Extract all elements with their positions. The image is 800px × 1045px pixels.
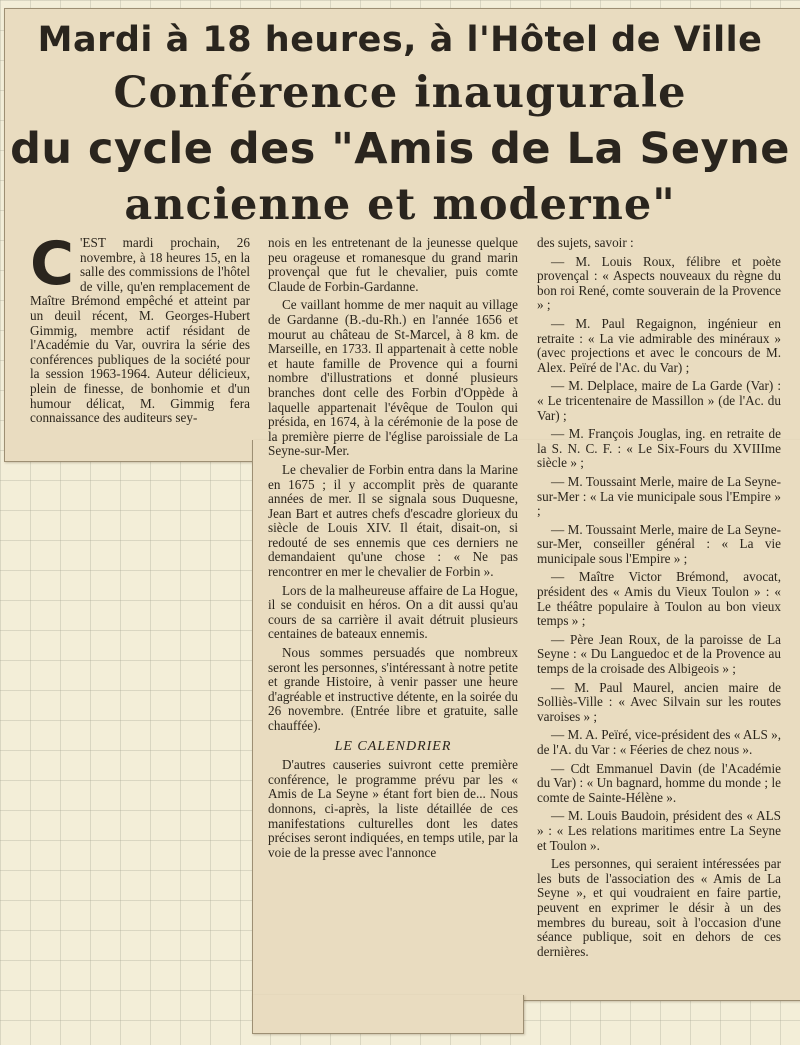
paragraph: Ce vaillant homme de mer naquit au village de Gardanne (B.-du-Rh.) en l'année 1656 et mourut au château de St-Marcel, à 8 km. de Marseille, en 1733. Il appartenait à cette noble et haute famille de Provence qui a fourni nombre d'illustrations et donné plusieurs branches dont celle des Forbin d'Oppède à laquelle appartenait l'évêque de Toulon qui présida, en 1674, à la cérémonie de la pose de la première pierre de l'église paroissiale de La Seyne-sur-Mer. xyxy=(268,297,518,459)
list-item: — Père Jean Roux, de la paroisse de La Seyne : « Du Languedoc et de la Provence au temps de la croisade des Albigeois » ; xyxy=(537,631,781,677)
list-item: — M. Paul Regaignon, ingénieur en retraite : « La vie admirable des minéraux » (avec projections et avec le concours de M. Alex. Peïré de l'Ac. du Var) ; xyxy=(537,315,781,375)
paragraph: des sujets, savoir : xyxy=(537,235,634,250)
list-item: — Maître Victor Brémond, avocat, président des « Amis du Vieux Toulon » : « Le théâtre populaire à Toulon au bon vieux temps » ; xyxy=(537,569,781,629)
list-item: — Cdt Emmanuel Davin (de l'Académie du Var) : « Un bagnard, homme du monde ; le comte de Sainte-Hélène ». xyxy=(537,760,781,805)
list-item: — M. Louis Roux, félibre et poète provençal : « Aspects nouveaux du règne du bon roi René, comte souverain de la Provence » ; xyxy=(537,253,781,313)
paragraph: 'EST mardi prochain, 26 novembre, à 18 heures 15, en la salle des commissions de l'hôtel de ville, qu'en remplacement de Maître Brémond empêché et atteint par un deuil récent, M. Georges-Hubert Gimmig, membre actif résidant de l'Académie du Var, ouvrira la série des conférences publiques de la société pour la session 1963-1964. Auteur délicieux, plein de finesse, de bonhomie et d'un humour délicat, M. Gimmig fera connaissance des auditeurs sey- xyxy=(30,235,250,426)
list-item: — M. Delplace, maire de La Garde (Var) : « Le tricentenaire de Massillon » (de l'Ac. du Var) ; xyxy=(537,378,781,423)
paragraph: Lors de la malheureuse affaire de La Hogue, il se conduisit en héros. On a dit aussi qu'au cours de sa carrière il avait détruit plusieurs centaines de bateaux ennemis. xyxy=(268,582,518,642)
list-item: — M. Paul Maurel, ancien maire de Solliès-Ville : « Avec Silvain sur les routes varoises » ; xyxy=(537,679,781,724)
headline-pre-title: Mardi à 18 heures, à l'Hôtel de Ville xyxy=(37,20,763,60)
article-column-2 xyxy=(268,236,518,864)
calendar-heading: LE CALENDRIER xyxy=(334,738,452,754)
article-column-3 xyxy=(537,236,781,963)
paragraph: nois en les entretenant de la jeunesse quelque peu orageuse et romanesque du grand marin provençal que fut le chevalier, puis comte Claude de Forbin-Gardanne. xyxy=(268,235,518,294)
list-item: — M. François Jouglas, ing. en retraite de la S. N. C. F. : « Le Six-Fours du XVIIIme siècle » ; xyxy=(537,426,781,471)
article-column-1 xyxy=(30,229,250,430)
list-item: — M. Toussaint Merle, maire de La Seyne-sur-Mer, conseiller général : « La vie municipale sous l'Empire » ; xyxy=(537,521,781,566)
clipping-bottom-strip xyxy=(252,995,524,1034)
drop-cap: C xyxy=(30,229,75,299)
list-item: — M. Louis Baudoin, président des « ALS » : « Les relations maritimes entre La Seyne et Toulon ». xyxy=(537,808,781,853)
paragraph: D'autres causeries suivront cette première conférence, le programme prévu par les « Amis de La Seyne » étant fort bien de... Nous donnons, ci-après, la liste détaillée de ces manifestations culturelles dont les dates précises seront indiquées, en temps utile, par la voie de la presse avec l'annonce xyxy=(268,757,518,860)
list-item: — M. Toussaint Merle, maire de La Seyne-sur-Mer : « La vie municipale sous l'Empire » ; xyxy=(537,473,781,519)
paragraph: Les personnes, qui seraient intéressées par les buts de l'association des « Amis de La Seyne », et qui voudraient en faire partie, peuvent en exprimer le désir à un des membres du bureau, soit à l'occasion d'une séance publique, soit en dehors de ces dernières. xyxy=(537,856,781,959)
paragraph: Nous sommes persuadés que nombreux seront les personnes, s'intéressant à notre petite et grande Histoire, à venir passer une heure d'agréable et instructive détente, en la soirée du 26 novembre. (Entrée libre et gratuite, salle chauffée). xyxy=(268,645,518,733)
paragraph: Le chevalier de Forbin entra dans la Marine en 1675 ; il y accomplit près de quarante années de mer. Il se signala sous Duquesne, Jean Bart et autres chefs d'escadre glorieux du siècle de Louis XIV. Il était, disait-on, si redouté de ses ennemis que ces derniers ne demandaient qu'une chose : « Ne pas rencontrer en mer le chevalier de Forbin ». xyxy=(268,461,518,580)
headline-line-2: du cycle des "Amis de La Seyne xyxy=(10,124,790,174)
list-item: — M. A. Peïré, vice-président des « ALS », de l'A. du Var : « Féeries de chez nous ». xyxy=(537,727,782,757)
headline-line-3: ancienne et moderne" xyxy=(124,180,676,230)
headline-line-1: Conférence inaugurale xyxy=(113,68,687,118)
